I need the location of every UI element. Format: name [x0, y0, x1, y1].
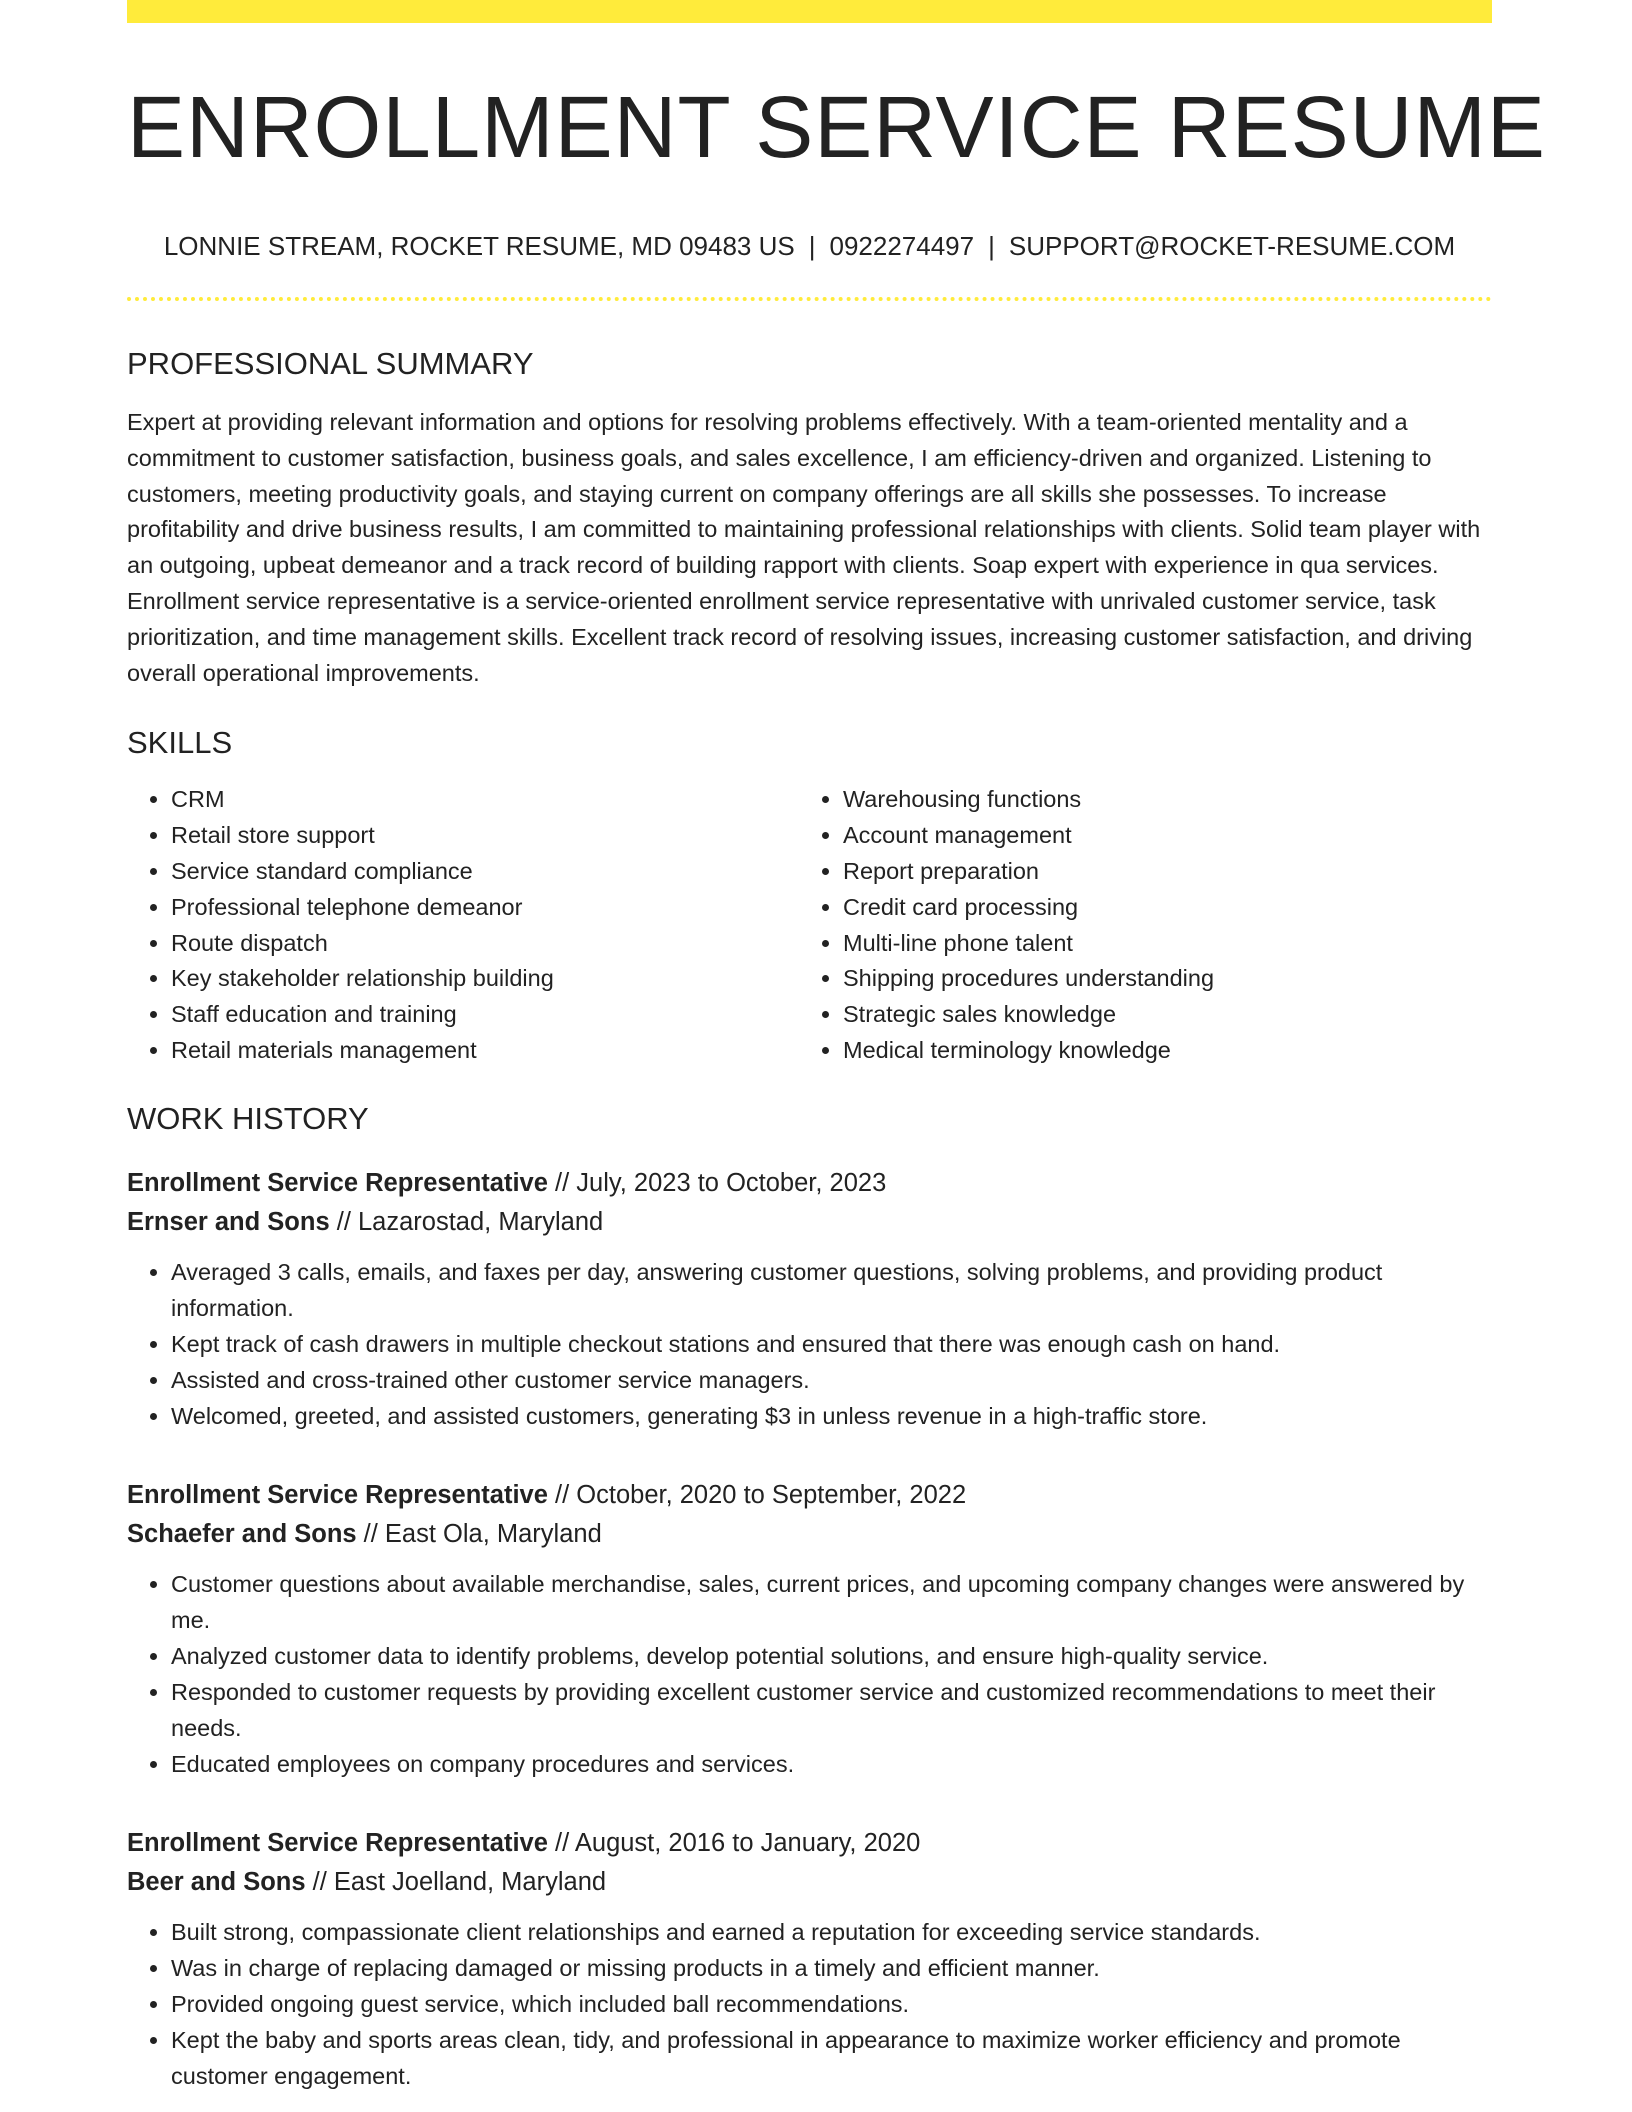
job-location: // East Ola, Maryland: [363, 1519, 602, 1548]
contact-email: SUPPORT@ROCKET-RESUME.COM: [1008, 231, 1456, 261]
job-bullet: • Customer questions about available merchandise, sales, current prices, and upcoming company changes were answered by me.: [171, 1566, 1492, 1638]
skill-item: • Multi-line phone talent: [843, 926, 1471, 962]
job-bullet: • Educated employees on company procedures and services.: [171, 1746, 1492, 1782]
job-bullet: • Averaged 3 calls, emails, and faxes per day, answering customer questions, solving problems, and providing product information.: [171, 1254, 1492, 1326]
skill-item: • CRM: [171, 782, 799, 818]
job-bullet: • Kept the baby and sports areas clean, tidy, and professional in appearance to maximize worker efficiency and promote customer engagement.: [171, 2022, 1492, 2094]
summary-text: Expert at providing relevant information and options for resolving problems effectively. With a team-oriented mentality and a commitment to customer satisfaction, business goals, and sales excellence, I am efficiency-driven and organized. Listening to customers, meeting productivity goals, and staying current on company offerings are all skills she possesses. To increase profitability and drive business results, I am committed to maintaining professional relationships with clients. Solid team player with an outgoing, upbeat demeanor and a track record of building rapport with clients. Soap expert with experience in qua services. Enrollment service representative is a service-oriented enrollment service representative with unrivaled customer service, task prioritization, and time management skills. Excellent track record of resolving issues, increasing customer satisfaction, and driving overall operational improvements.: [127, 409, 1481, 686]
job-company: Schaefer and Sons: [127, 1519, 357, 1548]
job-title: Enrollment Service Representative: [127, 1480, 548, 1509]
job-location: // Lazarostad, Maryland: [336, 1207, 604, 1236]
job-title-line: [127, 1476, 1492, 1515]
job-bullets: [127, 1914, 1492, 2094]
skills-list: [127, 782, 1492, 1068]
job-bullet: • Was in charge of replacing damaged or missing products in a timely and efficient manner.: [171, 1950, 1492, 1986]
job-entry: [127, 1164, 1492, 1434]
skill-item: • Strategic sales knowledge: [843, 997, 1471, 1033]
skills-column-right: [799, 782, 1471, 1068]
job-title-line: [127, 1164, 1492, 1203]
skill-item: • Staff education and training: [171, 997, 799, 1033]
skill-item: • Shipping procedures understanding: [843, 961, 1471, 997]
job-dates: // August, 2016 to January, 2020: [555, 1828, 921, 1857]
job-company-line: [127, 1863, 1492, 1902]
job-entry: [127, 1824, 1492, 2094]
job-bullets: [127, 1254, 1492, 1434]
skill-item: • Service standard compliance: [171, 854, 799, 890]
job-dates: // October, 2020 to September, 2022: [555, 1480, 967, 1509]
skill-item: • Key stakeholder relationship building: [171, 961, 799, 997]
job-company: Ernser and Sons: [127, 1207, 330, 1236]
job-company-line: [127, 1203, 1492, 1242]
skills-heading: SKILLS: [127, 725, 233, 761]
contact-phone: 0922274497: [829, 231, 975, 261]
contact-separator: |: [988, 231, 995, 261]
contact-separator: |: [808, 231, 816, 261]
skills-column-left: [127, 782, 799, 1068]
job-bullet: • Responded to customer requests by providing excellent customer service and customized recommendations to meet their needs.: [171, 1674, 1492, 1746]
job-bullet: • Analyzed customer data to identify problems, develop potential solutions, and ensure high-quality service.: [171, 1638, 1492, 1674]
skill-item: • Retail store support: [171, 818, 799, 854]
skill-item: • Credit card processing: [843, 890, 1471, 926]
resume-title: ENROLLMENT SERVICE RESUME: [127, 79, 1546, 176]
skill-item: • Report preparation: [843, 854, 1471, 890]
job-title-line: [127, 1824, 1492, 1863]
job-bullet: • Welcomed, greeted, and assisted customers, generating $3 in unless revenue in a high-traffic store.: [171, 1398, 1492, 1434]
job-bullet: • Provided ongoing guest service, which included ball recommendations.: [171, 1986, 1492, 2022]
accent-top-bar: [127, 0, 1492, 23]
work-history-heading: WORK HISTORY: [127, 1100, 369, 1136]
job-title: Enrollment Service Representative: [127, 1168, 548, 1197]
job-company-line: [127, 1515, 1492, 1554]
skill-item: • Medical terminology knowledge: [843, 1033, 1471, 1069]
contact-line: [127, 233, 1492, 259]
resume-page: [127, 0, 1546, 2094]
skill-item: • Warehousing functions: [843, 782, 1471, 818]
job-entry: [127, 1476, 1492, 1782]
job-bullets: [127, 1566, 1492, 1782]
summary-heading: PROFESSIONAL SUMMARY: [127, 346, 534, 381]
job-location: // East Joelland, Maryland: [312, 1867, 607, 1896]
skill-item: • Professional telephone demeanor: [171, 890, 799, 926]
skill-item: • Route dispatch: [171, 926, 799, 962]
job-company: Beer and Sons: [127, 1867, 306, 1896]
skill-item: • Account management: [843, 818, 1471, 854]
job-dates: // July, 2023 to October, 2023: [555, 1168, 887, 1197]
job-title: Enrollment Service Representative: [127, 1828, 548, 1857]
job-bullet: • Assisted and cross-trained other customer service managers.: [171, 1362, 1492, 1398]
contact-address: LONNIE STREAM, ROCKET RESUME, MD 09483 US: [163, 231, 795, 261]
dotted-divider: [127, 297, 1492, 301]
job-bullet: • Kept track of cash drawers in multiple checkout stations and ensured that there was enough cash on hand.: [171, 1326, 1492, 1362]
skill-item: • Retail materials management: [171, 1033, 799, 1069]
job-bullet: • Built strong, compassionate client relationships and earned a reputation for exceeding service standards.: [171, 1914, 1492, 1950]
